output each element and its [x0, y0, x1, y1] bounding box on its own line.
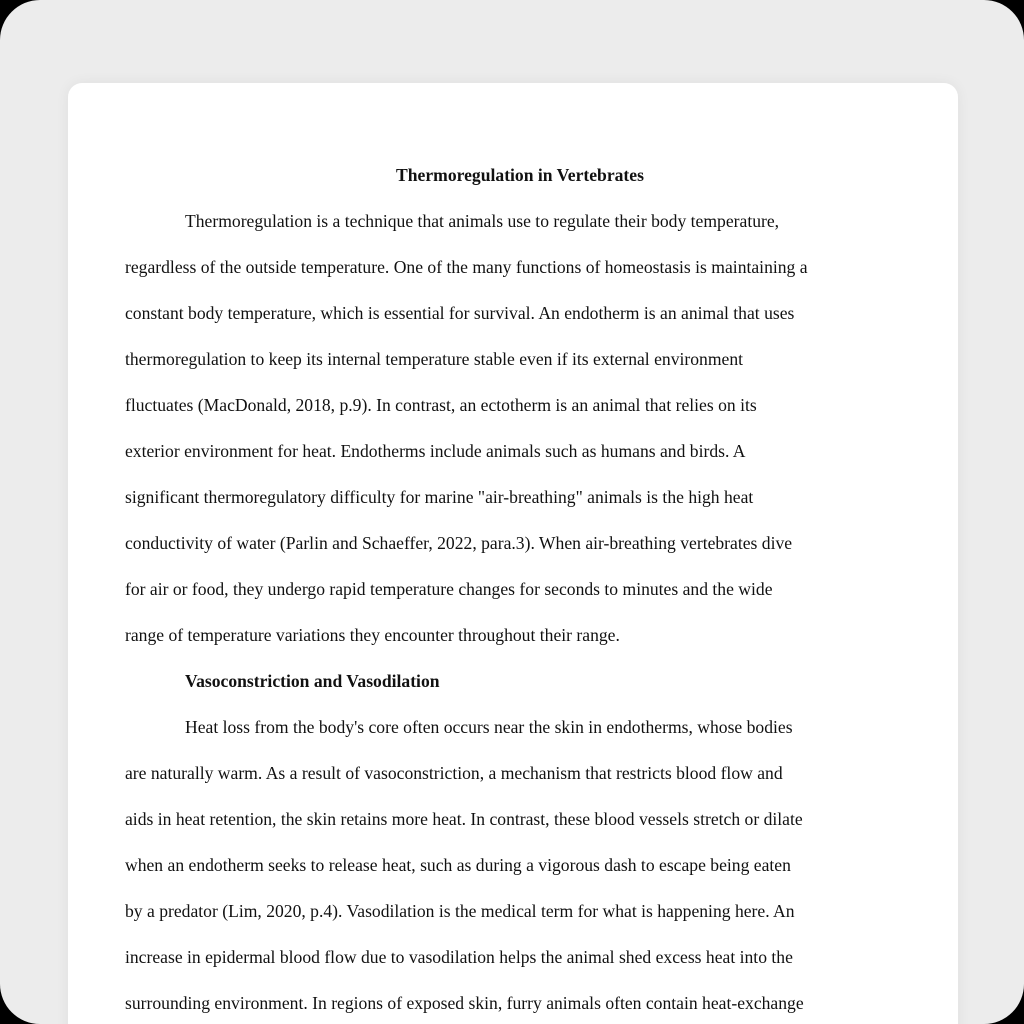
section-heading: Vasoconstriction and Vasodilation	[185, 671, 440, 691]
paragraph-line: thermoregulation to keep its internal temperature stable even if its external environment	[125, 349, 744, 369]
paragraph-line: increase in epidermal blood flow due to vasodilation helps the animal shed excess heat into the	[125, 947, 793, 967]
document-title: Thermoregulation in Vertebrates	[396, 165, 644, 185]
paragraph-line: when an endotherm seeks to release heat, such as during a vigorous dash to escape being eaten	[125, 855, 791, 875]
paragraph-line: constant body temperature, which is essential for survival. An endotherm is an animal that uses	[125, 303, 795, 323]
paragraph-line: Heat loss from the body's core often occurs near the skin in endotherms, whose bodies	[185, 717, 793, 737]
document-page	[68, 83, 958, 1024]
paragraph-line: Thermoregulation is a technique that animals use to regulate their body temperature,	[185, 211, 780, 231]
paragraph-line: surrounding environment. In regions of exposed skin, furry animals often contain heat-exchange	[125, 993, 804, 1013]
paragraph-line: range of temperature variations they encounter throughout their range.	[125, 625, 620, 645]
paragraph-line: for air or food, they undergo rapid temperature changes for seconds to minutes and the wide	[125, 579, 773, 599]
intro-paragraph	[125, 198, 915, 658]
paragraph-line: regardless of the outside temperature. One of the many functions of homeostasis is maintaining a	[125, 257, 808, 277]
paragraph-line: fluctuates (MacDonald, 2018, p.9). In contrast, an ectotherm is an animal that relies on its	[125, 395, 757, 415]
section-paragraph	[125, 704, 915, 1024]
paragraph-line: aids in heat retention, the skin retains more heat. In contrast, these blood vessels stretch or dilate	[125, 809, 803, 829]
paragraph-line: exterior environment for heat. Endotherms include animals such as humans and birds. A	[125, 441, 746, 461]
paragraph-line: by a predator (Lim, 2020, p.4). Vasodilation is the medical term for what is happening here. An	[125, 901, 795, 921]
paragraph-line: are naturally warm. As a result of vasoconstriction, a mechanism that restricts blood flow and	[125, 763, 783, 783]
document-body	[125, 163, 915, 1024]
paragraph-line: conductivity of water (Parlin and Schaeffer, 2022, para.3). When air-breathing vertebrates dive	[125, 533, 793, 553]
paragraph-line: significant thermoregulatory difficulty for marine "air-breathing" animals is the high heat	[125, 487, 754, 507]
